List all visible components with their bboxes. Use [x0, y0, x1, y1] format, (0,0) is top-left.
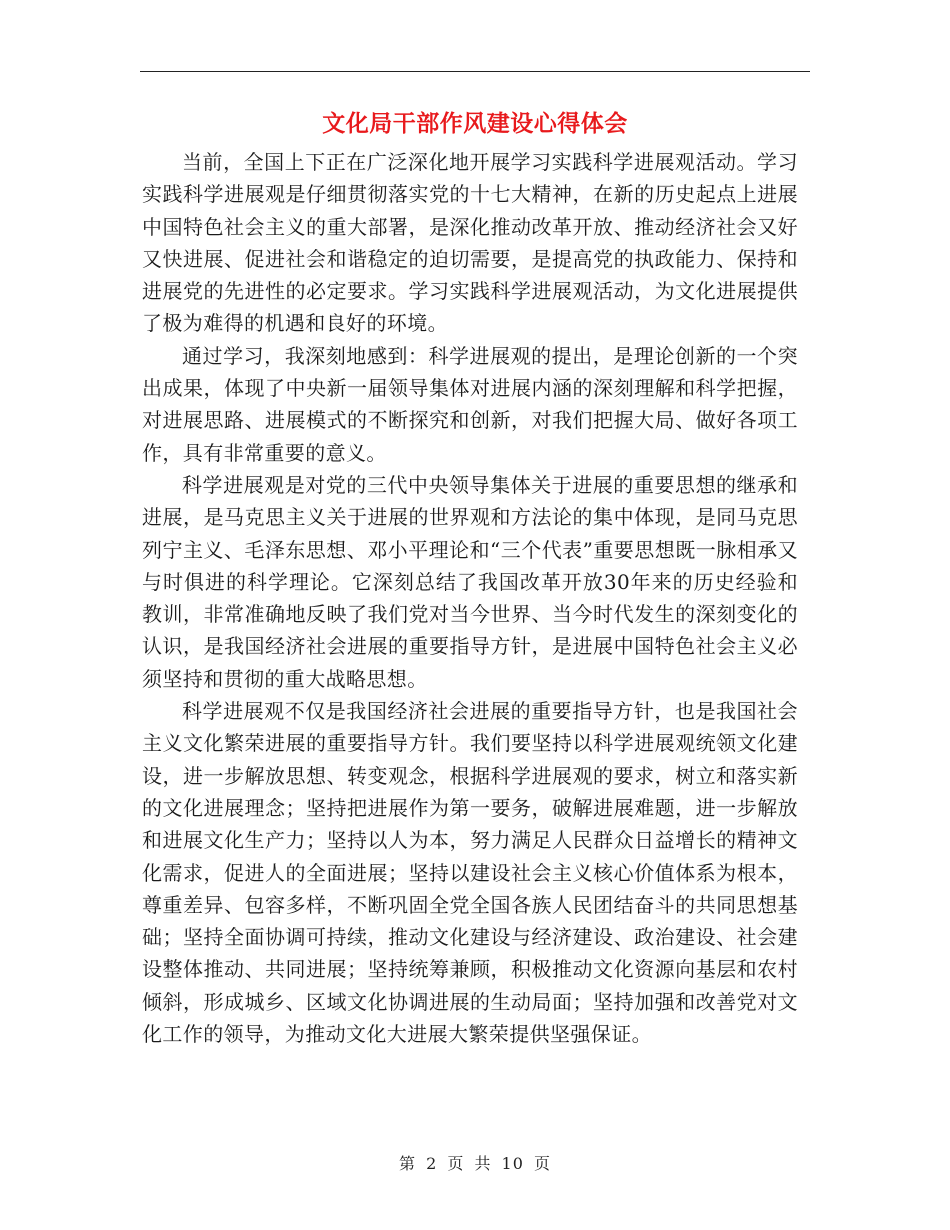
- document-title: 文化局干部作风建设心得体会: [322, 110, 628, 137]
- page-number-footer: 第 2 页 共 10 页: [399, 1154, 551, 1173]
- paragraph-1: 当前，全国上下正在广泛深化地开展学习实践科学进展观活动。学习实践科学进展观是仔细贯彻落实党的十七大精神，在新的历史起点上进展中国特色社会主义的重大部署，是深化推动改革开放、推动经济社会又好又快进展、促进社会和谐稳定的迫切需要，是提高党的执政能力、保持和进展党的先进性的必定要求。学习实践科学进展观活动，为文化进展提供了极为难得的机遇和良好的环境。: [142, 150, 798, 336]
- header-rule: [140, 71, 810, 72]
- paragraph-4: 科学进展观不仅是我国经济社会进展的重要指导方针，也是我国社会主义文化繁荣进展的重要指导方针。我们要坚持以科学进展观统领文化建设，进一步解放思想、转变观念，根据科学进展观的要求，树立和落实新的文化进展理念；坚持把进展作为第一要务，破解进展难题，进一步解放和进展文化生产力；坚持以人为本，努力满足人民群众日益增长的精神文化需求，促进人的全面进展；坚持以建设社会主义核心价值体系为根本，尊重差异、包容多样，不断巩固全党全国各族人民团结奋斗的共同思想基础；坚持全面协调可持续，推动文化建设与经济建设、政治建设、社会建设整体推动、共同进展；坚持统筹兼顾，积极推动文化资源向基层和农村倾斜，形成城乡、区域文化协调进展的生动局面；坚持加强和改善党对文化工作的领导，为推动文化大进展大繁荣提供坚强保证。: [142, 699, 798, 1047]
- paragraph-2: 通过学习，我深刻地感到：科学进展观的提出，是理论创新的一个突出成果，体现了中央新一届领导集体对进展内涵的深刻理解和科学把握，对进展思路、进展模式的不断探究和创新，对我们把握大局、做好各项工作，具有非常重要的意义。: [142, 343, 798, 465]
- paragraph-3: 科学进展观是对党的三代中央领导集体关于进展的重要思想的继承和进展，是马克思主义关于进展的世界观和方法论的集中体现，是同马克思列宁主义、毛泽东思想、邓小平理论和“三个代表”重要思想既一脉相承又与时俱进的科学理论。它深刻总结了我国改革开放30年来的历史经验和教训，非常准确地反映了我们党对当今世界、当今时代发生的深刻变化的认识，是我国经济社会进展的重要指导方针，是进展中国特色社会主义必须坚持和贯彻的重大战略思想。: [142, 472, 798, 691]
- document-body: [142, 146, 798, 1050]
